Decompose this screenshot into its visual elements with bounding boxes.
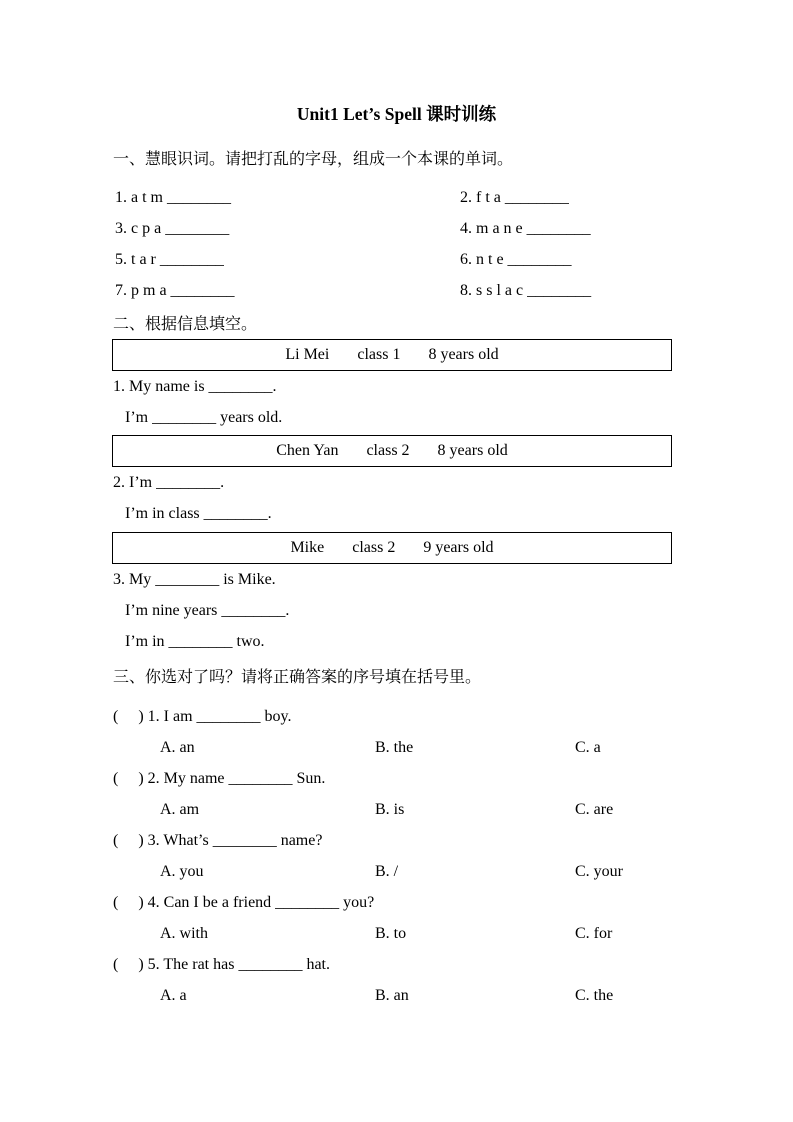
option-b: B. to — [375, 925, 407, 942]
question-1 — [113, 701, 738, 763]
option-b: B. is — [375, 801, 405, 818]
info-box-limei: Li Mei class 1 8 years old — [112, 339, 672, 371]
word-item-6: 6. n t e ________ — [460, 251, 572, 268]
info-group-1 — [113, 339, 738, 433]
option-a: A. an — [160, 739, 195, 756]
word-item-7: 7. p m a ________ — [115, 282, 235, 299]
question-stem: ( ) 2. My name ________ Sun. — [113, 770, 326, 787]
option-c: C. for — [575, 925, 613, 942]
page-title: Unit1 Let’s Spell 课时训练 — [296, 104, 497, 124]
question-stem: ( ) 4. Can I be a friend ________ you? — [113, 894, 375, 911]
fill-line: I’m nine years ________. — [125, 602, 290, 619]
option-b: B. an — [375, 987, 409, 1004]
word-item-2: 2. f t a ________ — [460, 189, 569, 206]
question-stem: ( ) 1. I am ________ boy. — [113, 708, 292, 725]
info-box-mike: Mike class 2 9 years old — [112, 532, 672, 564]
option-a: A. a — [160, 987, 187, 1004]
section-unscramble — [113, 148, 738, 306]
option-c: C. your — [575, 863, 623, 880]
option-b: B. the — [375, 739, 414, 756]
fill-line: I’m in class ________. — [125, 505, 272, 522]
question-stem: ( ) 3. What’s ________ name? — [113, 832, 323, 849]
word-item-3: 3. c p a ________ — [115, 220, 230, 237]
fill-line: 2. I’m ________. — [113, 474, 225, 491]
word-item-1: 1. a t m ________ — [115, 189, 231, 206]
fill-line: 1. My name is ________. — [113, 378, 277, 395]
section-fill-in — [113, 313, 738, 657]
section-multiple-choice-heading: 三、你选对了吗？请将正确答案的序号填在括号里。 — [113, 669, 482, 686]
fill-line: I’m in ________ two. — [125, 633, 265, 650]
option-c: C. the — [575, 987, 614, 1004]
option-a: A. am — [160, 801, 200, 818]
info-box-chenyan: Chen Yan class 2 8 years old — [112, 435, 672, 467]
fill-line: I’m ________ years old. — [125, 409, 283, 426]
word-grid — [113, 182, 738, 306]
fill-line: 3. My ________ is Mike. — [113, 571, 276, 588]
word-item-4: 4. m a n e ________ — [460, 220, 591, 237]
option-c: C. a — [575, 739, 601, 756]
question-2 — [113, 763, 738, 825]
info-group-3 — [113, 532, 738, 657]
section-unscramble-heading: 一、慧眼识词。请把打乱的字母，组成一个本课的单词。 — [113, 151, 514, 168]
question-stem: ( ) 5. The rat has ________ hat. — [113, 956, 330, 973]
option-a: A. you — [160, 863, 204, 880]
word-item-8: 8. s s l a c ________ — [460, 282, 592, 299]
info-group-2 — [113, 435, 738, 529]
section-fill-in-heading: 二、根据信息填空。 — [113, 316, 258, 333]
option-a: A. with — [160, 925, 208, 942]
option-c: C. are — [575, 801, 614, 818]
section-multiple-choice — [113, 666, 738, 1011]
word-item-5: 5. t a r ________ — [115, 251, 224, 268]
question-3 — [113, 825, 738, 887]
option-b: B. / — [375, 863, 399, 880]
question-4 — [113, 887, 738, 949]
question-5 — [113, 949, 738, 1011]
